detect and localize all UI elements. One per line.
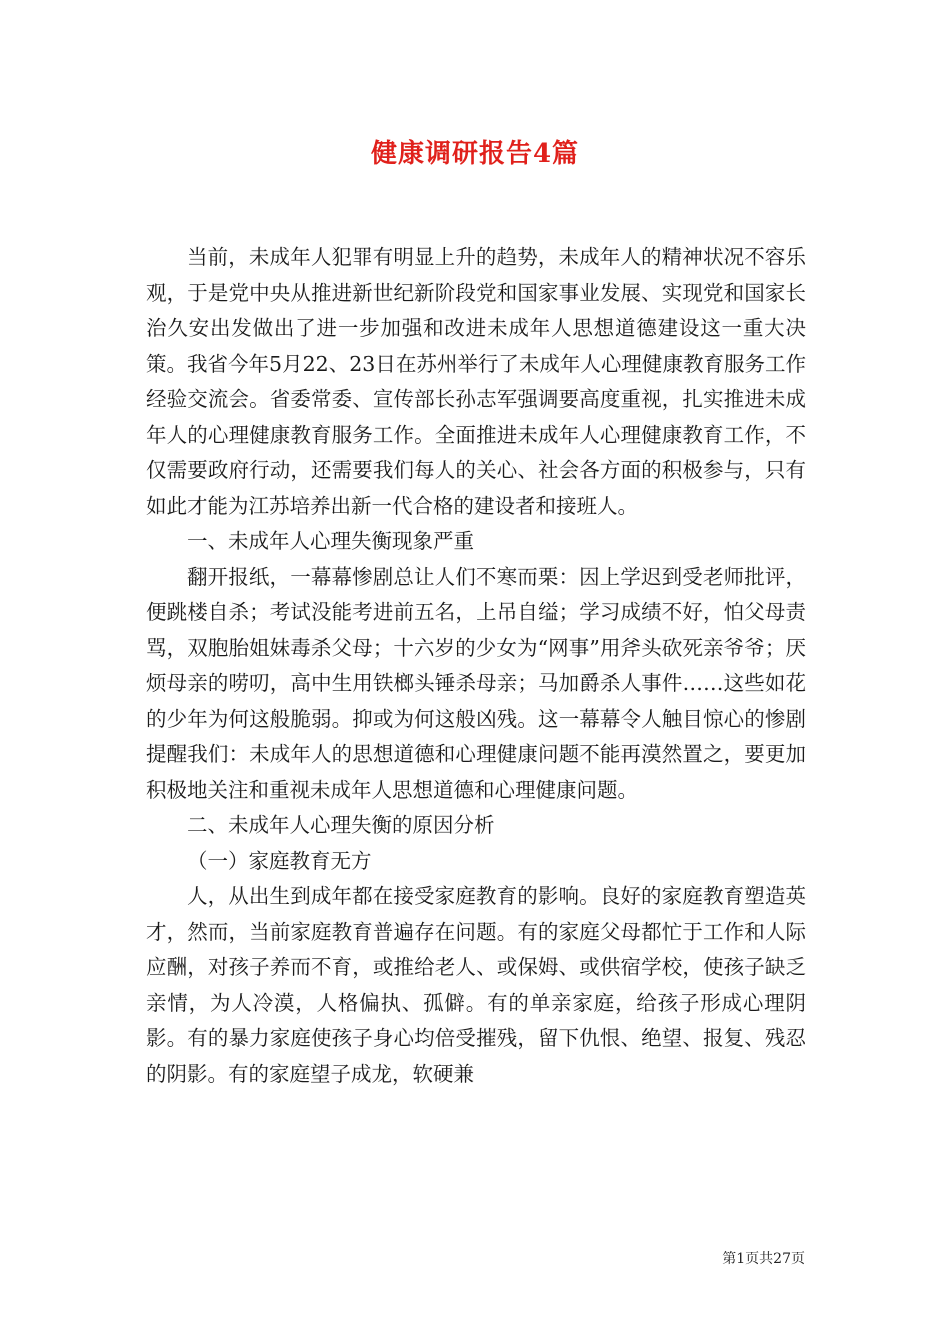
paragraph-family: 人，从出生到成年都在接受家庭教育的影响。良好的家庭教育塑造英才，然而，当前家庭教育普遍存在问题。有的家庭父母都忙于工作和人际应酬，对孩子养而不育，或推给老人、或保姆、或供宿学校，使孩子缺乏亲情，为人冷漠，人格偏执、孤僻。有的单亲家庭，给孩子形成心理阴影。有的暴力家庭使孩子身心均倍受摧残，留下仇恨、绝望、报复、残忍的阴影。有的家庭望子成龙，软硬兼 — [146, 884, 806, 1086]
paragraph-intro: 当前，未成年人犯罪有明显上升的趋势，未成年人的精神状况不容乐观，于是党中央从推进新世纪新阶段党和国家事业发展、实现党和国家长治久安出发做出了进一步加强和改进未成年人思想道德建设这一重大决策。我省今年5月22、23日在苏州举行了未成年人心理健康教育服务工作经验交流会。省委常委、宣传部长孙志军强调要高度重视，扎实推进未成年人的心理健康教育服务工作。全面推进未成年人心理健康教育工作，不仅需要政府行动，还需要我们每人的关心、社会各方面的积极参与，只有如此才能为江苏培养出新一代合格的建设者和接班人。 — [146, 245, 806, 518]
document-body — [146, 240, 806, 1092]
document-title: 健康调研报告4篇 — [370, 139, 580, 169]
subsection-heading-1: （一）家庭教育无方 — [187, 848, 372, 873]
section-heading-2: 二、未成年人心理失衡的原因分析 — [187, 813, 495, 837]
page-number: 第1页共27页 — [722, 1251, 805, 1267]
paragraph-cases: 翻开报纸，一幕幕惨剧总让人们不寒而栗：因上学迟到受老师批评，便跳楼自杀；考试没能考进前五名，上吊自缢；学习成绩不好，怕父母责骂，双胞胎姐妹毒杀父母；十六岁的少女为“网事”用斧头砍死亲爷爷；厌烦母亲的唠叨，高中生用铁榔头锤杀母亲；马加爵杀人事件……这些如花的少年为何这般脆弱。抑或为何这般凶残。这一幕幕令人触目惊心的惨剧提醒我们：未成年人的思想道德和心理健康问题不能再漠然置之，要更加积极地关注和重视未成年人思想道德和心理健康问题。 — [146, 564, 806, 802]
section-heading-1: 一、未成年人心理失衡现象严重 — [187, 529, 474, 553]
